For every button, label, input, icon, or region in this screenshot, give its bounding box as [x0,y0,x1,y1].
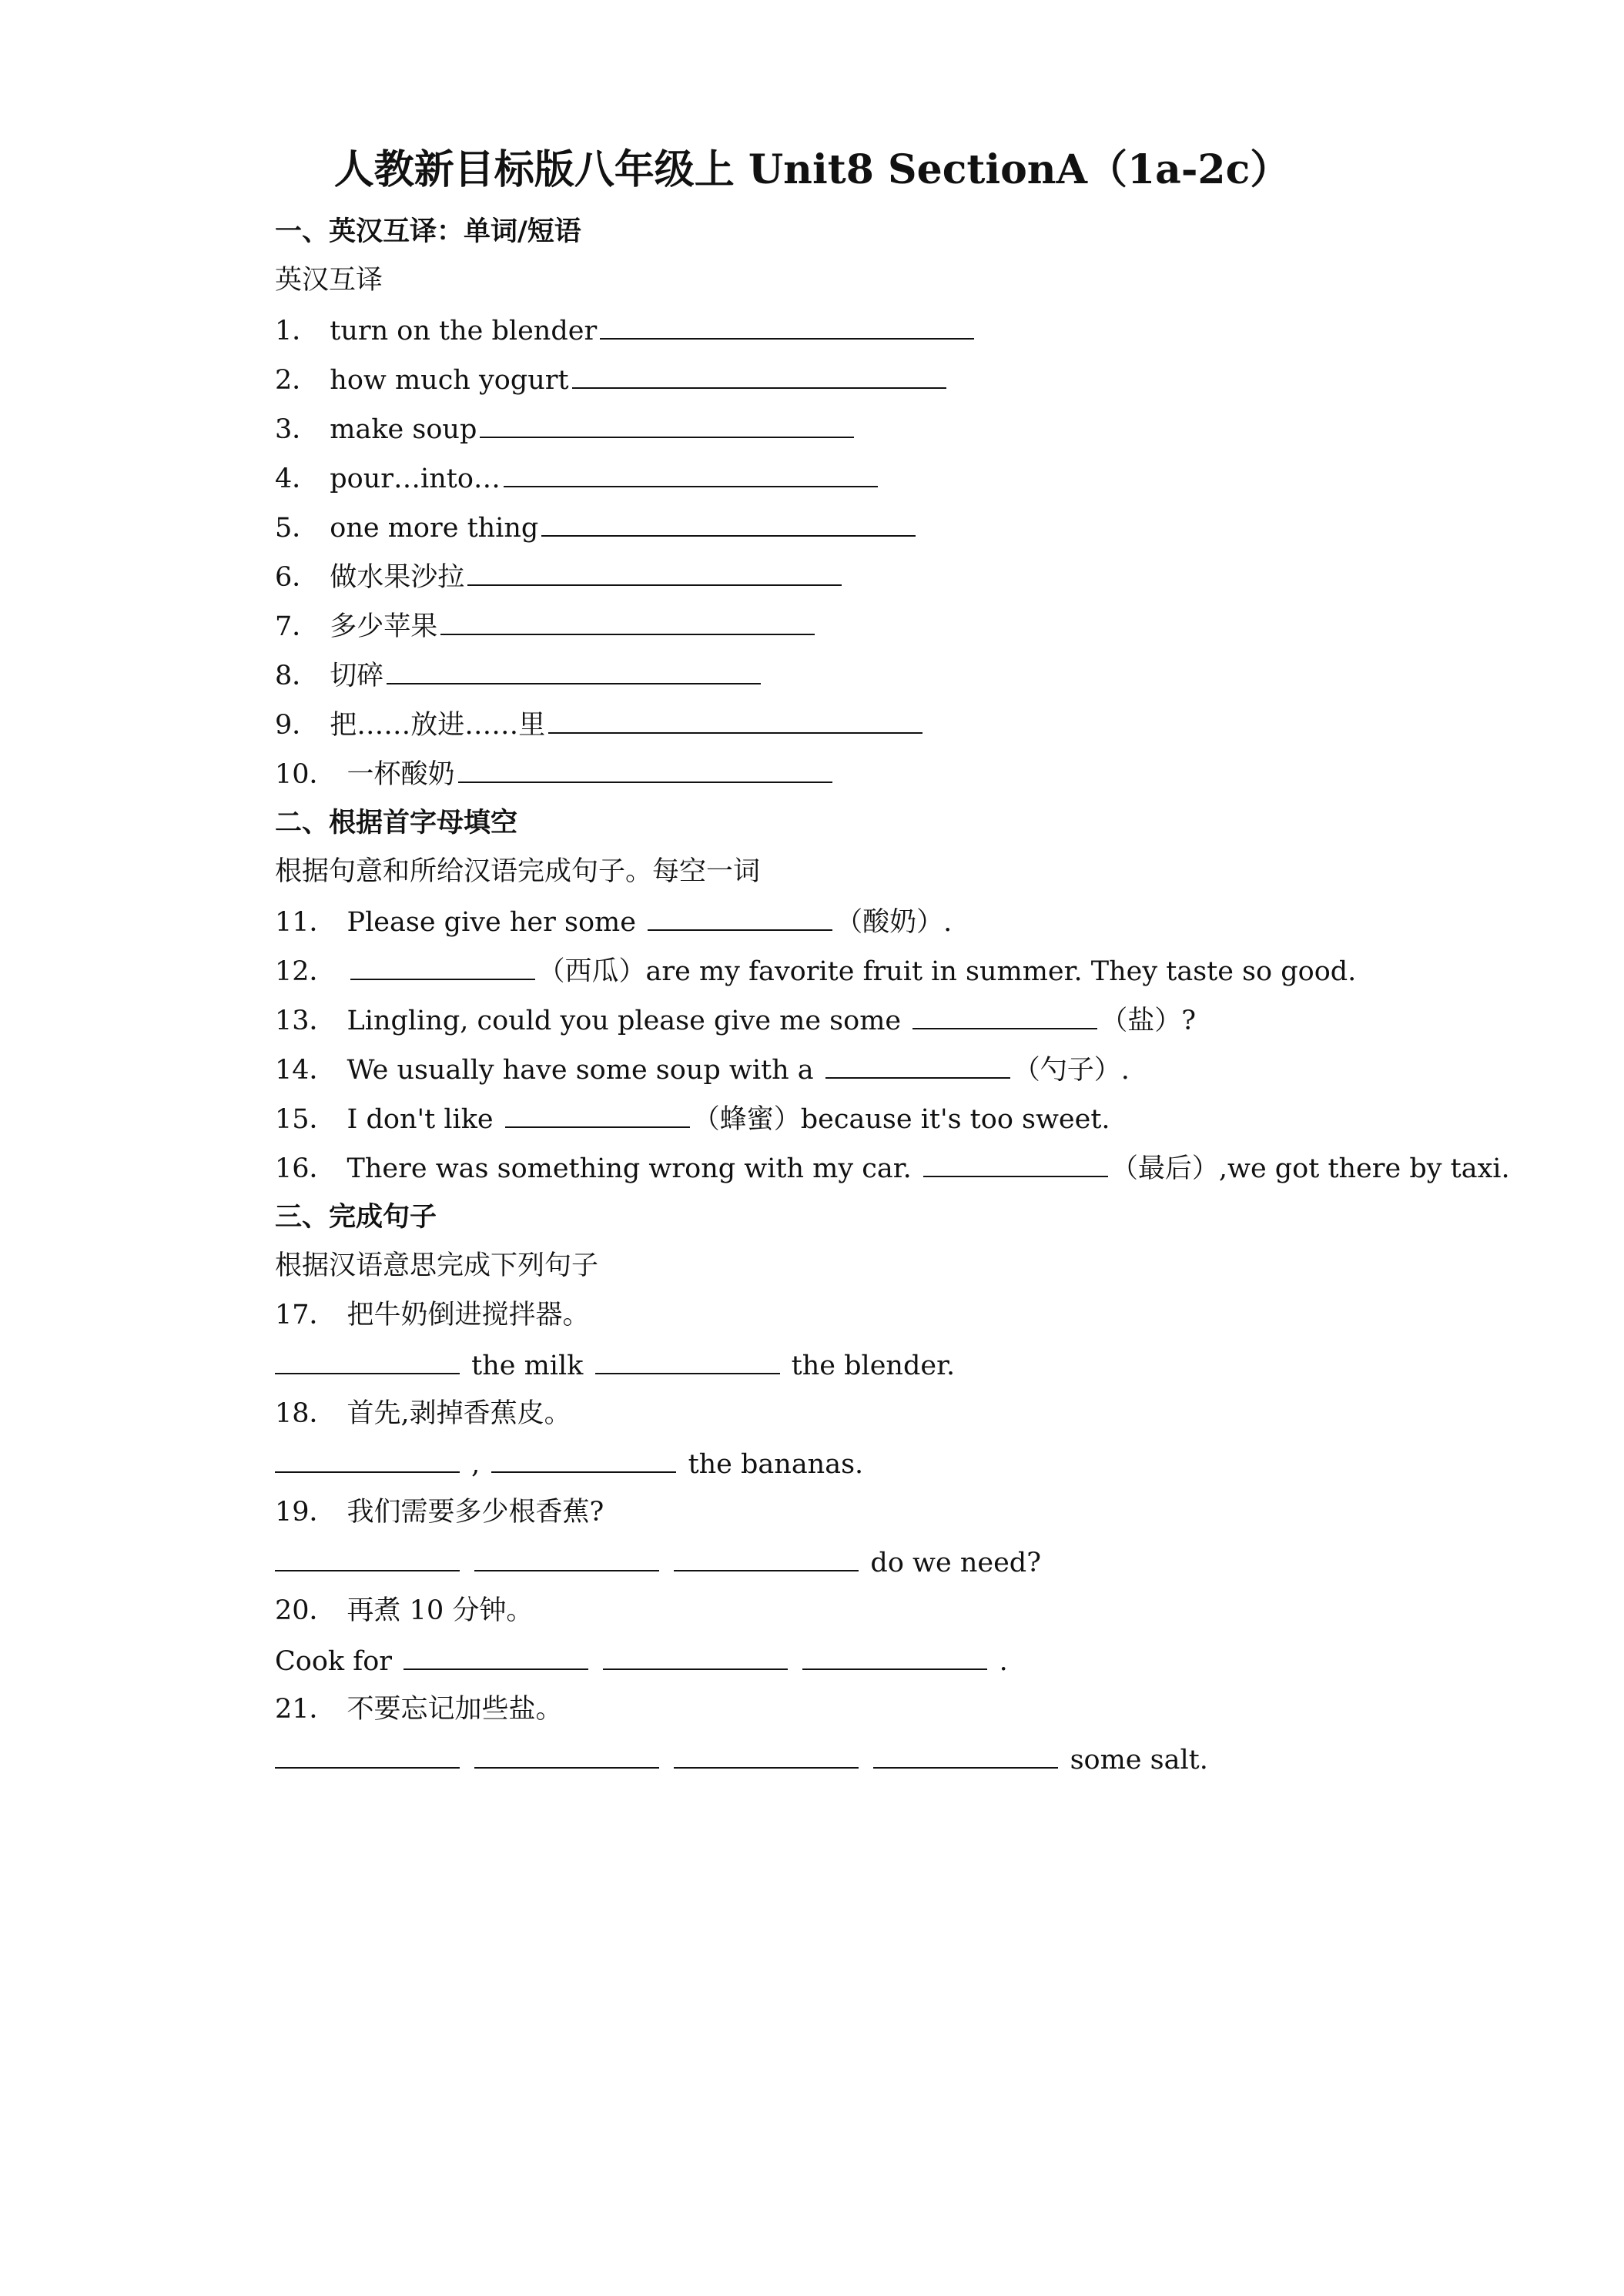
question-text: make soup [330,414,477,445]
question-number: 17． [275,1300,337,1330]
question-number: 7． [275,611,320,642]
question-21-answer [275,1745,1208,1774]
question-text: 多少苹果 [330,611,438,642]
question-17-prompt [275,1302,590,1329]
question-19-answer [275,1548,1041,1577]
question-hint: （盐）? [1100,1006,1197,1036]
answer-blank[interactable] [275,1450,460,1473]
answer-blank[interactable] [480,415,854,438]
answer-blank[interactable] [595,1351,780,1374]
question-text: 再煮 10 分钟。 [347,1595,534,1626]
question-6 [275,563,845,591]
question-number: 8． [275,661,320,691]
question-8 [275,661,764,690]
question-hint: （西瓜）are my favorite fruit in summer. They taste so good. [537,956,1357,987]
answer-blank[interactable] [350,957,535,980]
question-20-answer [275,1647,1008,1675]
answer-blank[interactable] [403,1647,588,1670]
section-heading-2: 二、根据首字母填空 [275,807,518,838]
question-4 [275,464,881,493]
answer-blank[interactable] [674,1745,859,1769]
answer-text: . [999,1646,1008,1677]
question-number: 4． [275,464,320,494]
question-number: 18． [275,1398,337,1429]
section-instruction-2: 根据句意和所给汉语完成句子。每空一词 [275,856,761,887]
question-hint: （最后）,we got there by taxi. [1110,1153,1510,1184]
question-number: 13． [275,1006,337,1036]
question-number: 10． [275,759,337,790]
question-text: 把……放进……里 [330,710,546,741]
question-number: 9． [275,710,320,741]
question-number: 19． [275,1497,337,1528]
question-text: 做水果沙拉 [330,562,465,593]
question-16 [275,1154,1510,1183]
question-text: 把牛奶倒进搅拌器。 [347,1300,590,1330]
question-number: 14． [275,1055,337,1086]
question-text: We usually have some soup with a [347,1055,814,1086]
question-text: I don't like [347,1104,494,1135]
answer-blank[interactable] [467,563,842,586]
question-number: 5． [275,513,320,544]
question-text: 我们需要多少根香蕉? [347,1497,604,1528]
answer-blank[interactable] [600,316,974,340]
question-18-prompt [275,1398,571,1429]
section-heading-1: 一、英汉互译：单词/短语 [275,216,581,247]
answer-blank[interactable] [505,1105,690,1128]
question-2 [275,366,949,394]
question-number: 3． [275,414,320,445]
question-10 [275,760,835,788]
question-13 [275,1006,1196,1035]
question-text: pour…into… [330,464,501,494]
answer-text: the milk [471,1350,584,1381]
question-text: 首先,剥掉香蕉皮。 [347,1398,571,1429]
answer-blank[interactable] [387,661,761,684]
question-number: 2． [275,365,320,396]
question-number: 1． [275,316,320,346]
question-text: 不要忘记加些盐。 [347,1694,563,1725]
answer-blank[interactable] [572,366,946,389]
answer-blank[interactable] [458,760,832,783]
question-text: turn on the blender [330,316,598,346]
section-instruction-1: 英汉互译 [275,265,383,296]
answer-text: the bananas. [688,1449,864,1480]
question-14 [275,1056,1130,1084]
page-title: 人教新目标版八年级上 Unit8 SectionA（1a-2c） [333,146,1291,193]
answer-text: some salt. [1070,1745,1208,1776]
answer-text: the blender. [791,1350,956,1381]
question-number: 16． [275,1153,337,1184]
question-hint: （蜂蜜）because it's too sweet. [692,1104,1110,1135]
answer-blank[interactable] [912,1006,1097,1029]
answer-blank[interactable] [541,514,916,537]
answer-blank[interactable] [474,1548,659,1571]
answer-blank[interactable] [648,908,832,931]
question-text: Please give her some [347,907,636,938]
question-number: 6． [275,562,320,593]
answer-blank[interactable] [674,1548,859,1571]
question-21-prompt [275,1696,563,1723]
question-number: 11． [275,907,337,938]
answer-blank[interactable] [275,1745,460,1769]
question-19-prompt [275,1499,604,1526]
answer-blank[interactable] [825,1056,1010,1079]
answer-blank[interactable] [275,1548,460,1571]
question-18-answer [275,1450,863,1478]
question-11 [275,908,952,936]
question-number: 12． [275,956,337,987]
question-15 [275,1105,1110,1133]
answer-blank[interactable] [474,1745,659,1769]
question-20-prompt [275,1595,534,1626]
question-12 [275,957,1356,986]
answer-blank[interactable] [603,1647,788,1670]
question-text: how much yogurt [330,365,569,396]
question-9 [275,711,926,739]
answer-text: do we need? [870,1548,1041,1578]
question-text: 切碎 [330,661,384,691]
section-heading-3: 三、完成句子 [275,1201,437,1233]
answer-blank[interactable] [491,1450,676,1473]
answer-blank[interactable] [873,1745,1058,1769]
question-text: Lingling, could you please give me some [347,1006,902,1036]
question-1 [275,316,977,345]
answer-blank[interactable] [504,464,878,487]
question-hint: （酸奶）. [835,907,953,938]
question-5 [275,514,919,542]
answer-text: Cook for [275,1646,393,1677]
answer-text: , [471,1449,481,1480]
question-text: 一杯酸奶 [347,759,455,790]
answer-blank[interactable] [802,1647,987,1670]
answer-blank[interactable] [440,612,815,635]
section-instruction-3: 根据汉语意思完成下列句子 [275,1250,599,1281]
answer-blank[interactable] [923,1154,1108,1177]
question-3 [275,415,857,443]
answer-blank[interactable] [275,1351,460,1374]
question-number: 15． [275,1104,337,1135]
question-7 [275,612,818,641]
question-text: one more thing [330,513,539,544]
question-17-answer [275,1351,955,1380]
question-text: There was something wrong with my car. [347,1153,912,1184]
question-number: 21． [275,1694,337,1725]
question-number: 20． [275,1595,337,1626]
question-hint: （勺子）. [1013,1055,1130,1086]
answer-blank[interactable] [548,711,922,734]
